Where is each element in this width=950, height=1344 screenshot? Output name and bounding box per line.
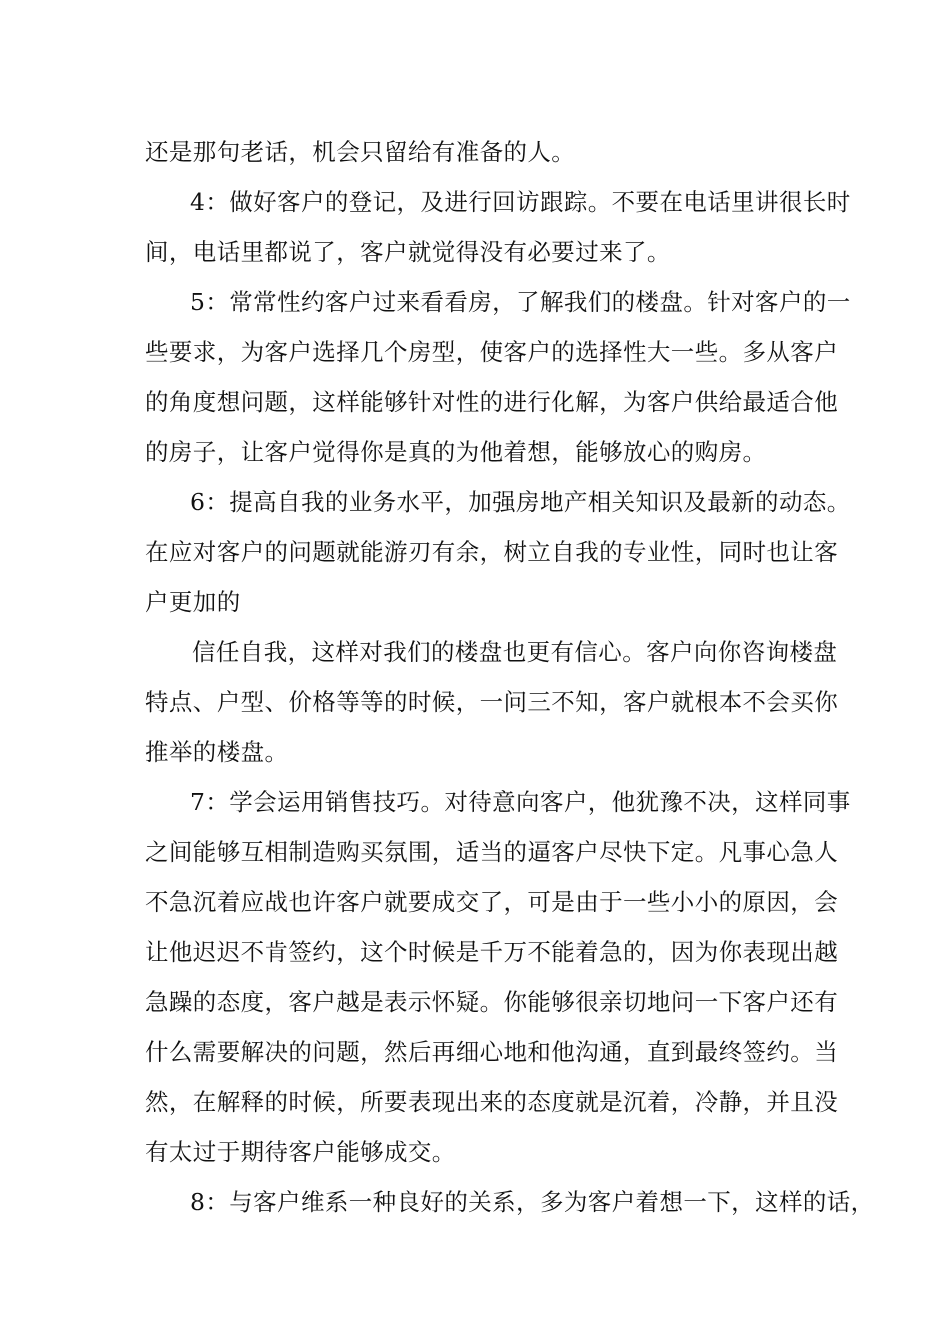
text-line: 8：与客户维系一种良好的关系，多为客户着想一下，这样的话， [190,1188,875,1216]
text-line: 户更加的 [145,588,241,616]
text-line: 之间能够互相制造购买氛围，适当的逼客户尽快下定。凡事心急人 [145,838,839,866]
text-line: 不急沉着应战也许客户就要成交了，可是由于一些小小的原因，会 [145,888,839,916]
text-line: 什么需要解决的问题，然后再细心地和他沟通，直到最终签约。当 [145,1038,839,1066]
text-line: 6：提高自我的业务水平，加强房地产相关知识及最新的动态。 [190,488,851,516]
text-line: 的角度想问题，这样能够针对性的进行化解，为客户供给最适合他 [145,388,839,416]
text-line: 7：学会运用销售技巧。对待意向客户，他犹豫不决，这样同事 [190,788,851,816]
text-line: 还是那句老话，机会只留给有准备的人。 [145,138,576,166]
text-line: 推举的楼盘。 [145,738,289,766]
text-line: 间，电话里都说了，客户就觉得没有必要过来了。 [145,238,671,266]
text-line: 的房子，让客户觉得你是真的为他着想，能够放心的购房。 [145,438,767,466]
text-line: 4：做好客户的登记，及进行回访跟踪。不要在电话里讲很长时 [190,188,851,216]
text-line: 急躁的态度，客户越是表示怀疑。你能够很亲切地问一下客户还有 [145,988,839,1016]
text-line: 些要求，为客户选择几个房型，使客户的选择性大一些。多从客户 [145,338,839,366]
text-line: 5：常常性约客户过来看看房，了解我们的楼盘。针对客户的一 [190,288,851,316]
text-line: 让他迟迟不肯签约，这个时候是千万不能着急的，因为你表现出越 [145,938,839,966]
text-line: 信任自我，这样对我们的楼盘也更有信心。客户向你咨询楼盘 [192,638,838,666]
text-line: 在应对客户的问题就能游刃有余，树立自我的专业性，同时也让客 [145,538,839,566]
text-line: 有太过于期待客户能够成交。 [145,1138,456,1166]
text-line: 特点、户型、价格等等的时候，一问三不知，客户就根本不会买你 [145,688,839,716]
text-line: 然，在解释的时候，所要表现出来的态度就是沉着，冷静，并且没 [145,1088,839,1116]
